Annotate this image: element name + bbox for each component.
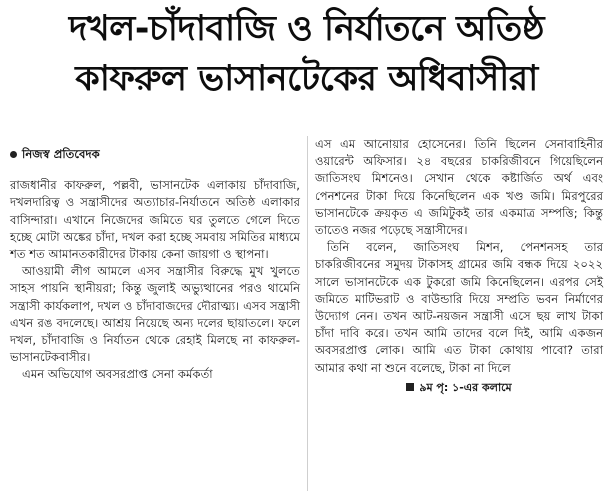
continuation-note: [315, 379, 603, 396]
continuation-text: ৯ম পৃ: ১-এর কলামে: [419, 380, 512, 394]
article-paragraph: এমন অভিযোগ অবসরপ্রাপ্ত সেনা কর্মকর্তা: [22, 367, 213, 382]
headline-line-2: কাফরুল ভাসানটেকের অধিবাসীরা: [75, 59, 538, 99]
bullet-icon: [10, 151, 17, 158]
headline-line-1: দখল-চাঁদাবাজি ও নির্যাতনে অতিষ্ঠ: [68, 9, 545, 49]
byline: [10, 146, 300, 163]
column-divider: [307, 136, 308, 491]
article-paragraph: রাজধানীর কাফরুল, পল্লবী, ভাসানটেক এলাকায় চাঁদাবাজি, দখলদারিত্ব ও সন্ত্রাসীদের অত্যাচার-নির্যাতনে অতিষ্ঠ এলাকার বাসিন্দারা। এখানে নিজেদের জমিতে ঘর তুলতে গেলে দিতে হচ্ছে মোটা অঙ্কের চাঁদা, দখল করা হচ্ছে সমবায় সমিতির মাধ্যমে শত শত আমানতকারীদের টাকায় কেনা জায়গা ও স্থাপনা।: [10, 178, 300, 262]
headline: [0, 4, 613, 104]
right-column: [315, 136, 603, 396]
square-bullet-icon: [406, 383, 414, 391]
article-paragraph: তিনি বলেন, জাতিসংঘ মিশন, পেনশনসহ তার চাকরিজীবনের সমুদয় টাকাসহ গ্রামের জমি বন্ধক দিয়ে ২০২২ সালে ভাসানটেকে এক টুকরো জমি কিনেছিলেন। এরপর সেই জমিতে মাটিভরাট ও বাউন্ডারি দিয়ে সম্প্রতি ভবন নির্মাণের উদ্যোগ নেন। তখন আট-নয়জন সন্ত্রাসী এসে ছয় লাখ টাকা চাঁদা দাবি করে। তখন আমি তাদের বলে দিই, আমি একজন অবসরপ্রাপ্ত লোক। আমি এত টাকা কোথায় পাবো? তারা আমার কথা না শুনে বলেছে, টাকা না দিলে: [315, 240, 603, 375]
article-paragraph: এস এম আনোয়ার হোসেনের। তিনি ছিলেন সেনাবাহিনীর ওয়ারেন্ট অফিসার। ২৪ বছরের চাকরিজীবনে গিয়েছিলেন জাতিসংঘ মিশনেও। সেখান থেকে কষ্টার্জিত অর্থ এবং পেনশনের টাকা দিয়ে কিনেছিলেন এক খণ্ড জমি। মিরপুরের ভাসানটেকে ক্রয়কৃত এ জমিটুকই তার একমাত্র সম্পত্তি; কিন্তু তাতেও নজর পড়েছে সন্ত্রাসীদের।: [315, 137, 603, 238]
article-paragraph: আওয়ামী লীগ আমলে এসব সন্ত্রাসীর বিরুদ্ধে মুখ খুলতে সাহস পায়নি স্থানীয়রা; কিন্তু জুলাই অভ্যুত্থানের পরও থামেনি সন্ত্রাসী কার্যকলাপ, দখল ও চাঁদাবাজদের দৌরাত্ম্য। এসব সন্ত্রাসী এখন রঙ বদলেছে। আশ্রয় নিয়েছে অন্য দলের ছায়াতলে। ফলে দখল, চাঁদাবাজি ও নির্যাতন থেকে রেহাই মিলছে না কাফরুল-ভাসানটেকবাসীর।: [10, 264, 300, 365]
left-column: [10, 140, 300, 384]
byline-text: নিজস্ব প্রতিবেদক: [22, 147, 100, 161]
